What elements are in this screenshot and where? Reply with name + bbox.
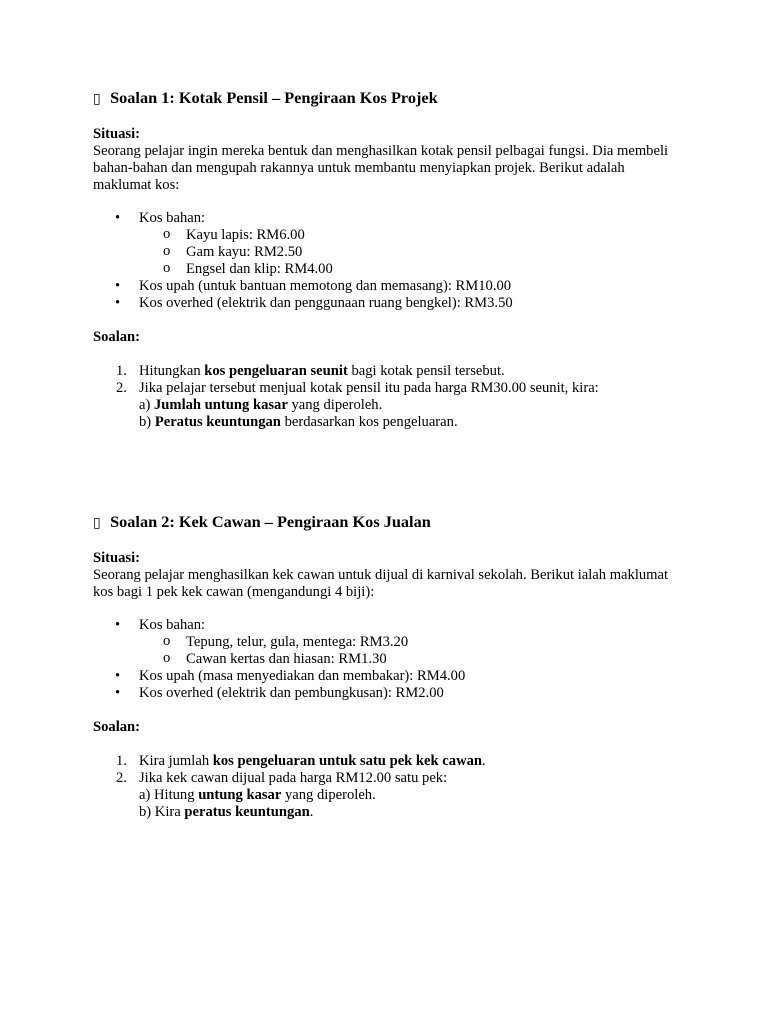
sub-question-text: yang diperoleh. — [281, 787, 376, 803]
situasi-text: Seorang pelajar menghasilkan kek cawan untuk dijual di karnival sekolah. Berikut ialah maklumat kos bagi 1 pek kek cawan (mengandungi 4 biji): — [93, 567, 669, 600]
list-item-bahan — [93, 210, 683, 278]
sub-question-a — [139, 397, 683, 414]
bahan-sublist — [139, 634, 683, 668]
question-number: 2. — [116, 770, 127, 786]
question-text: bagi kotak pensil tersebut. — [347, 363, 505, 379]
question-number: 2. — [116, 380, 127, 396]
situasi-label: Situasi: — [93, 550, 141, 566]
soalan-label: Soalan: — [93, 719, 141, 735]
soalan-label: Soalan: — [93, 329, 141, 345]
list-item-upah: • Kos upah (masa menyediakan dan membakar): RM4.00 — [93, 668, 683, 685]
list-item-bahan — [93, 617, 683, 668]
question-item-1 — [93, 753, 683, 770]
sub-question-emphasis: Jumlah untung kasar — [154, 397, 288, 413]
question-emphasis: kos pengeluaran untuk satu pek kek cawan — [212, 753, 483, 769]
sub-question-emphasis: untung kasar — [198, 787, 282, 803]
question-list — [93, 363, 683, 431]
question-text: Hitungkan — [139, 363, 205, 379]
sub-question-text: . — [309, 804, 314, 820]
sub-list-item: o Cawan kertas dan hiasan: RM1.30 — [139, 651, 683, 668]
question-number: 1. — [116, 753, 127, 769]
question-text: . — [482, 753, 486, 769]
question-number: 1. — [116, 363, 127, 379]
question-text: Jika kek cawan dijual pada harga RM12.00 satu pek: — [139, 770, 448, 786]
box-glyph-icon: ▯ — [93, 515, 101, 531]
sub-question-b — [139, 414, 683, 431]
question-section-1 — [93, 88, 683, 431]
bahan-sublist — [139, 227, 683, 278]
question-item-1 — [93, 363, 683, 380]
question-emphasis: kos pengeluaran seunit — [204, 363, 348, 379]
section-heading — [93, 512, 683, 533]
sub-question-text: berdasarkan kos pengeluaran. — [280, 414, 458, 430]
list-item-overhed: • Kos overhed (elektrik dan penggunaan ruang bengkel): RM3.50 — [93, 295, 683, 312]
sub-question-text: b) — [139, 414, 155, 430]
section-title: Soalan 1: Kotak Pensil – Pengiraan Kos Projek — [110, 88, 438, 107]
sub-question-emphasis: peratus keuntungan — [184, 804, 310, 820]
question-text: Jika pelajar tersebut menjual kotak pensil itu pada harga RM30.00 seunit, kira: — [139, 380, 599, 396]
sub-question-text: yang diperoleh. — [287, 397, 383, 413]
question-item-2 — [93, 380, 683, 431]
bahan-label: Kos bahan: — [139, 210, 206, 226]
question-text: Kira jumlah — [139, 753, 213, 769]
list-item-overhed: • Kos overhed (elektrik dan pembungkusan): RM2.00 — [93, 685, 683, 702]
sub-question-a — [139, 787, 683, 804]
situasi-label: Situasi: — [93, 126, 141, 142]
sub-list-item: o Kayu lapis: RM6.00 — [139, 227, 683, 244]
sub-question-b — [139, 804, 683, 821]
question-item-2 — [93, 770, 683, 821]
box-glyph-icon: ▯ — [93, 91, 101, 107]
question-list — [93, 753, 683, 821]
sub-list-item: o Gam kayu: RM2.50 — [139, 244, 683, 261]
cost-list — [93, 210, 683, 312]
sub-question-emphasis: Peratus keuntungan — [154, 414, 281, 430]
situasi-text: Seorang pelajar ingin mereka bentuk dan menghasilkan kotak pensil pelbagai fungsi. Dia membeli bahan-bahan dan mengupah rakannya untuk membantu menyiapkan projek. Berikut adalah maklumat kos: — [93, 143, 669, 193]
bahan-label: Kos bahan: — [139, 617, 206, 633]
section-heading — [93, 88, 683, 109]
sub-list-item: o Tepung, telur, gula, mentega: RM3.20 — [139, 634, 683, 651]
sub-question-text: a) — [139, 397, 154, 413]
list-item-upah: • Kos upah (untuk bantuan memotong dan memasang): RM10.00 — [93, 278, 683, 295]
cost-list — [93, 617, 683, 702]
sub-question-text: a) Hitung — [139, 787, 199, 803]
section-title: Soalan 2: Kek Cawan – Pengiraan Kos Jualan — [110, 512, 431, 531]
sub-list-item: o Engsel dan klip: RM4.00 — [139, 261, 683, 278]
sub-question-text: b) Kira — [139, 804, 185, 820]
question-section-2 — [93, 512, 683, 821]
